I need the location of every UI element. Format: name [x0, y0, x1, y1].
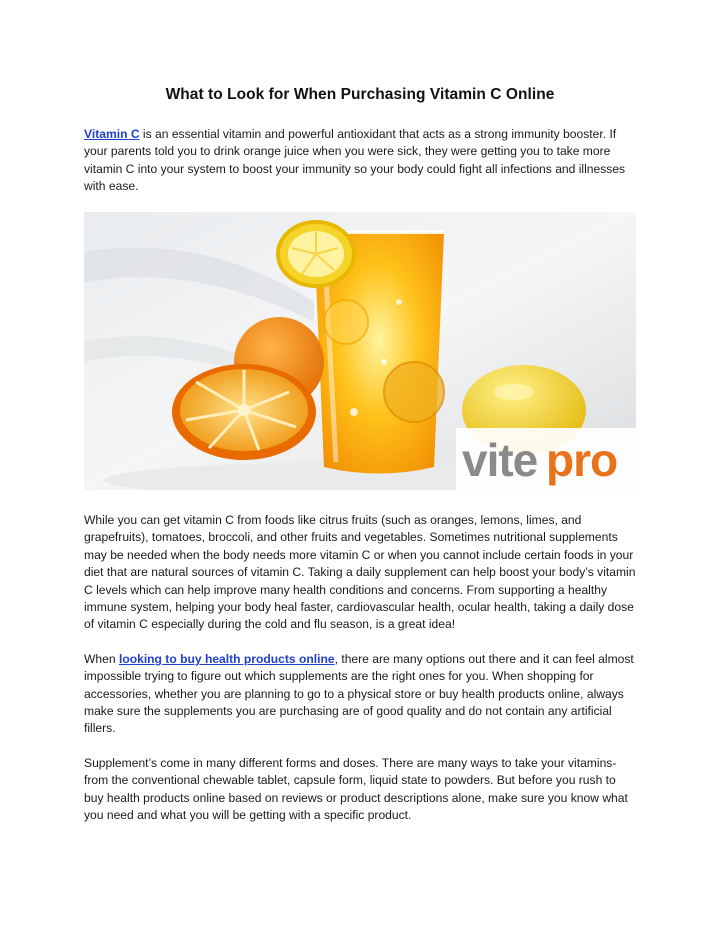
page-title: What to Look for When Purchasing Vitamin C Online [165, 86, 555, 103]
logo-text-pro: pro [546, 434, 618, 486]
lemon-slice-on-glass [278, 222, 354, 286]
paragraph-supplement-forms: Supplement’s come in many different forms and doses. There are many ways to take your vitamins- from the conventional chewable tablet, capsule form, liquid state to powders. But before you rush to buy health products online based on reviews or product descriptions alone, make sure you know what you need and what you will be getting with a specific product. [84, 755, 628, 823]
halved-orange [172, 364, 316, 460]
logo-text-vite: vite [462, 434, 538, 486]
vitamin-c-link[interactable]: Vitamin C [84, 127, 140, 141]
intro-text: is an essential vitamin and powerful antioxidant that acts as a strong immunity booster. If your parents told you to drink orange juice when you were sick, they were getting you to take more vitamin C into your system to boost your immunity so your body could fight all infections and illnesses with ease. [84, 127, 626, 194]
vitepro-logo [456, 428, 636, 490]
health-products-link[interactable]: looking to buy health products online [118, 651, 335, 666]
paragraph-buy-online-prefix: When [84, 651, 119, 666]
intro-paragraph [84, 126, 636, 196]
paragraph-citrus: While you can get vitamin C from foods like citrus fruits (such as oranges, lemons, limes, and grapefruits), tomatoes, broccoli, and other fruits and vegetables. Sometimes nutritional supplements may be needed when the body needs more vitamin C or when you cannot include certain foods in your diet that are natural sources of vitamin C. Taking a daily supplement can help boost your body’s vitamin C levels which can help improve many health conditions and concerns. From supporting a healthy immune system, helping your body heal faster, cardiovascular health, ocular health, taking a daily dose of vitamin C especially during the cold and flu season, is a great idea! [84, 513, 636, 632]
paragraph-buy-online-text: , there are many options out there and it can feel almost impossible trying to figure out which supplements are the right ones for you. When shopping for accessories, whether you are planning to go to a physical store or buy health products online, always make sure the supplements you are purchasing are of good quality and do not contain any artificial fillers. [84, 651, 634, 736]
paragraph-buy-online [84, 651, 636, 738]
orange-juice-photo [84, 212, 636, 490]
